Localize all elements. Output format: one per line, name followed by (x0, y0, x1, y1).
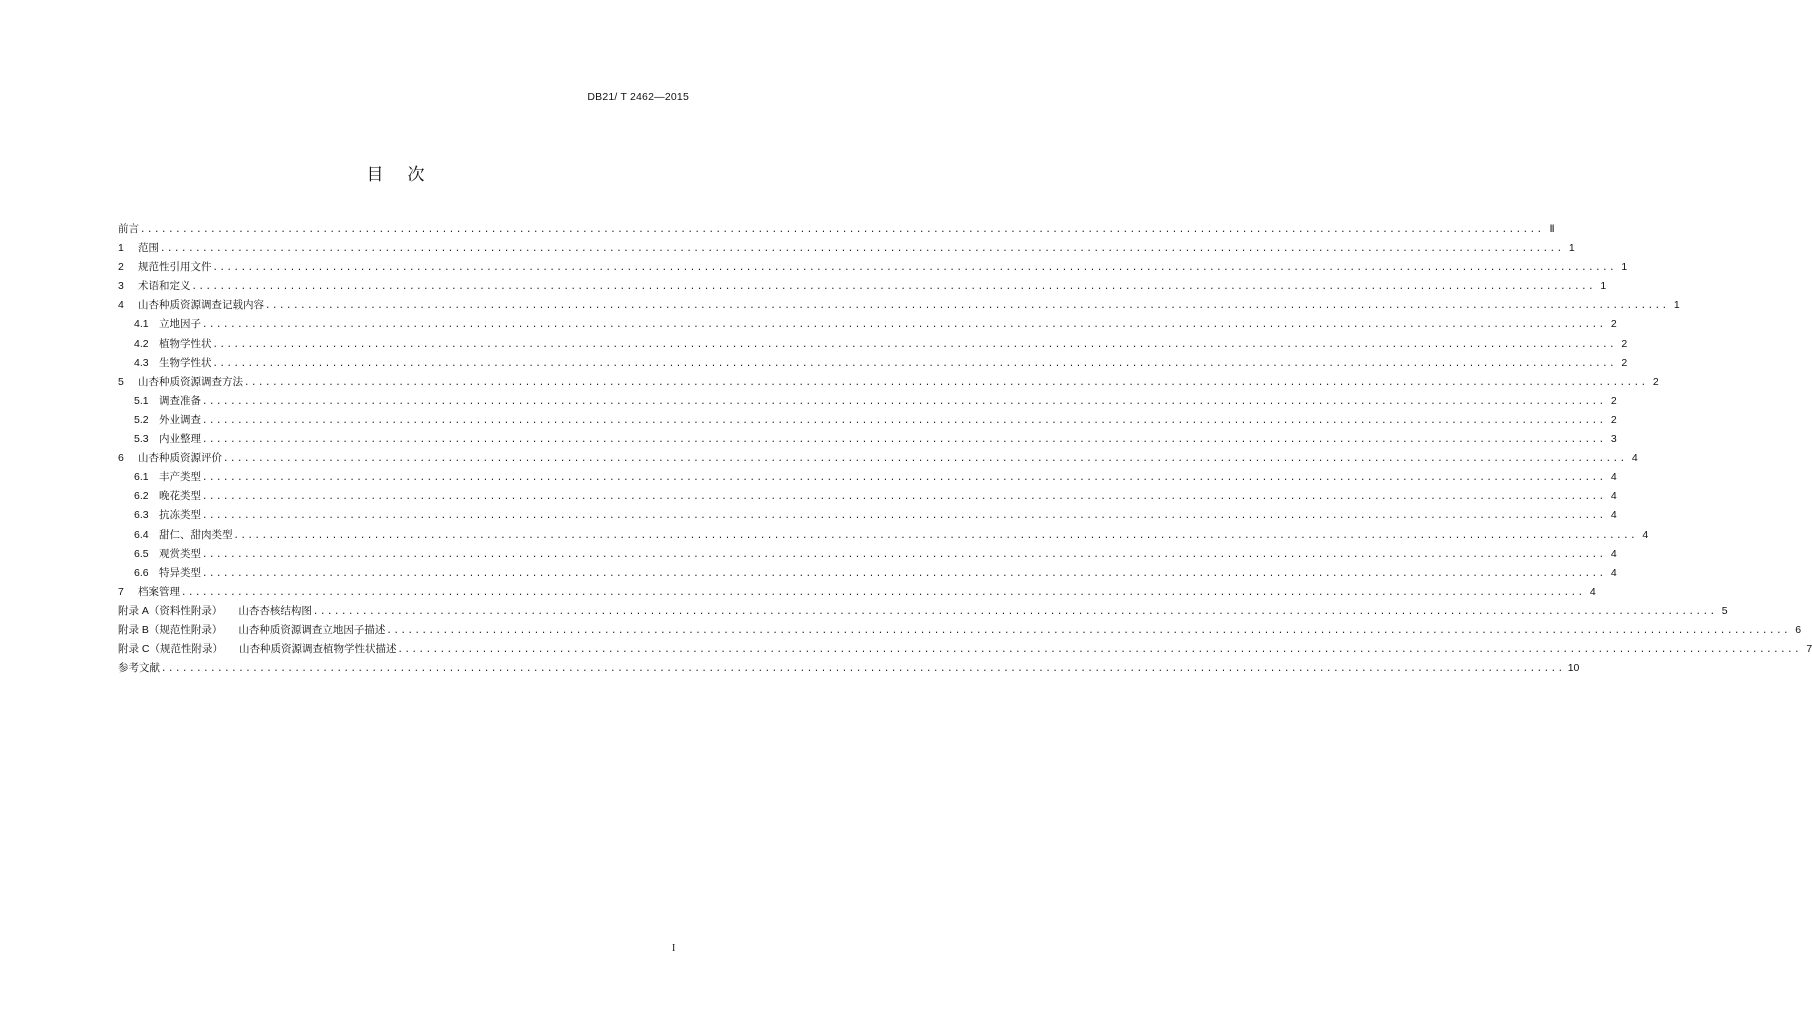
toc-entry-label: 山杏种质资源调查方法 (138, 375, 243, 388)
toc-entry-number: 附录 A（资料性附录） (118, 604, 223, 617)
toc-entry-number: 6.5 (134, 547, 149, 560)
toc-entry-label: 抗冻类型 (159, 509, 201, 522)
toc-entry[interactable] (118, 621, 1802, 640)
toc-dot-leader: ........................................................................................................................................................................................................ (202, 492, 1606, 503)
toc-entry-page: 4 (1610, 547, 1617, 560)
toc-entry-label: 甜仁、甜肉类型 (159, 528, 233, 541)
table-of-contents (118, 220, 1812, 678)
toc-entry-number: 6.2 (134, 490, 149, 503)
toc-dot-leader: ........................................................................................................................................................................................................ (212, 339, 1617, 350)
toc-entry-page: 7 (1806, 643, 1812, 656)
toc-entry-page: 4 (1610, 490, 1617, 503)
toc-entry[interactable] (118, 277, 1607, 296)
toc-entry-page: Ⅱ (1549, 223, 1555, 235)
toc-entry[interactable] (118, 430, 1617, 449)
toc-entry-number: 7 (118, 585, 124, 598)
toc-dot-leader: ........................................................................................................................................................................................................ (202, 435, 1606, 446)
toc-entry-number: 附录 C（规范性附录） (118, 643, 223, 656)
toc-entry[interactable] (118, 239, 1575, 258)
toc-dot-leader: ........................................................................................................................................................................................................ (265, 301, 1669, 312)
toc-entry-number: 5.3 (134, 433, 149, 446)
toc-dot-leader: ........................................................................................................................................................................................................ (161, 664, 1565, 675)
page-title: 目次 (366, 165, 449, 185)
toc-entry-label: 生物学性状 (159, 356, 212, 369)
toc-dot-leader: ........................................................................................................................................................................................................ (212, 263, 1617, 274)
toc-entry-page: 1 (1568, 242, 1575, 255)
toc-entry-label: 档案管理 (138, 585, 180, 598)
toc-entry[interactable] (118, 373, 1659, 392)
toc-entry[interactable] (118, 411, 1617, 430)
toc-dot-leader: ........................................................................................................................................................................................................ (244, 377, 1648, 388)
toc-entry[interactable] (118, 335, 1628, 354)
toc-entry-label: 特异类型 (159, 566, 201, 579)
toc-entry-label: 术语和定义 (138, 280, 191, 293)
toc-entry-number: 附录 B（规范性附录） (118, 623, 223, 636)
toc-entry[interactable] (118, 468, 1617, 487)
toc-dot-leader: ........................................................................................................................................................................................................ (233, 530, 1638, 541)
toc-entry-number: 6.4 (134, 528, 149, 541)
toc-entry-page: 2 (1621, 337, 1628, 350)
toc-entry[interactable] (118, 354, 1628, 373)
toc-entry-number: 5 (118, 375, 124, 388)
toc-entry-label: 规范性引用文件 (138, 261, 212, 274)
toc-entry-label: 山杏种质资源评价 (138, 452, 222, 465)
toc-entry-page: 4 (1610, 566, 1617, 579)
toc-entry-label: 前言 (118, 223, 139, 235)
toc-entry-label: 晚花类型 (159, 490, 201, 503)
toc-entry-number: 5.1 (134, 394, 149, 407)
toc-dot-leader: ........................................................................................................................................................................................................ (202, 511, 1606, 522)
toc-dot-leader: ........................................................................................................................................................................................................ (202, 320, 1606, 331)
toc-entry-label: 内业整理 (159, 433, 201, 446)
toc-dot-leader: ........................................................................................................................................................................................................ (202, 415, 1606, 426)
toc-entry-number: 1 (118, 242, 124, 255)
toc-dot-leader: ........................................................................................................................................................................................................ (312, 606, 1717, 617)
toc-entry-number: 4.3 (134, 356, 149, 369)
toc-entry[interactable] (118, 315, 1617, 334)
toc-dot-leader: ........................................................................................................................................................................................................ (212, 358, 1617, 369)
toc-entry-number: 4.2 (134, 337, 149, 350)
toc-entry[interactable] (118, 258, 1628, 277)
toc-entry-label: 山杏种质资源调查植物学性状描述 (239, 643, 397, 656)
toc-entry-label: 丰产类型 (159, 471, 201, 484)
toc-entry-page: 4 (1631, 452, 1638, 465)
toc-entry-page: 4 (1610, 509, 1617, 522)
toc-entry[interactable] (118, 392, 1617, 411)
toc-dot-leader: ........................................................................................................................................................................................................ (397, 645, 1802, 656)
toc-entry-label: 参考文献 (118, 662, 160, 675)
toc-entry-number: 6.6 (134, 566, 149, 579)
toc-dot-leader: ........................................................................................................................................................................................................ (181, 587, 1585, 598)
toc-entry-label: 山杏种质资源调查立地因子描述 (238, 623, 386, 636)
toc-dot-leader: ........................................................................................................................................................................................................ (140, 225, 1544, 235)
toc-entry[interactable] (118, 659, 1580, 678)
toc-entry-page: 5 (1721, 604, 1728, 617)
toc-entry-label: 观赏类型 (159, 547, 201, 560)
toc-entry-label: 植物学性状 (159, 337, 212, 350)
toc-entry-page: 1 (1673, 299, 1680, 312)
toc-entry[interactable] (118, 564, 1617, 583)
toc-entry-page: 6 (1795, 623, 1802, 636)
toc-entry-number: 4 (118, 299, 124, 312)
toc-entry[interactable] (118, 545, 1617, 564)
toc-entry-label: 范围 (138, 242, 159, 255)
toc-entry-number: 3 (118, 280, 124, 293)
document-code: DB21/ T 2462—2015 (587, 91, 689, 103)
toc-entry-page: 1 (1621, 261, 1628, 274)
toc-entry-label: 山杏杏核结构图 (238, 604, 312, 617)
toc-entry-number: 6.1 (134, 471, 149, 484)
toc-entry-page: 2 (1621, 356, 1628, 369)
toc-entry-number: 4.1 (134, 318, 149, 331)
toc-dot-leader: ........................................................................................................................................................................................................ (202, 568, 1606, 579)
toc-entry-page: 10 (1567, 662, 1580, 675)
toc-dot-leader: ........................................................................................................................................................................................................ (223, 454, 1627, 465)
toc-dot-leader: ........................................................................................................................................................................................................ (202, 549, 1606, 560)
toc-dot-leader: ........................................................................................................................................................................................................ (202, 396, 1606, 407)
toc-entry[interactable] (118, 220, 1555, 239)
toc-entry-page: 2 (1652, 375, 1659, 388)
toc-entry-number: 6 (118, 452, 124, 465)
toc-entry-label: 立地因子 (159, 318, 201, 331)
toc-entry-label: 调查准备 (159, 394, 201, 407)
toc-entry[interactable] (118, 526, 1649, 545)
toc-entry-number: 6.3 (134, 509, 149, 522)
toc-entry[interactable] (118, 583, 1596, 602)
toc-entry-page: 4 (1642, 528, 1649, 541)
toc-entry[interactable] (118, 640, 1812, 659)
toc-entry-page: 2 (1610, 394, 1617, 407)
toc-entry[interactable] (118, 506, 1617, 525)
toc-entry-page: 4 (1589, 585, 1596, 598)
toc-entry-page: 2 (1610, 318, 1617, 331)
toc-dot-leader: ........................................................................................................................................................................................................ (191, 282, 1596, 293)
toc-entry-page: 4 (1610, 471, 1617, 484)
toc-entry-page: 2 (1610, 413, 1617, 426)
toc-entry[interactable] (118, 602, 1728, 621)
toc-entry-number: 2 (118, 261, 124, 274)
toc-entry-page: 1 (1600, 280, 1607, 293)
toc-dot-leader: ........................................................................................................................................................................................................ (160, 244, 1564, 255)
toc-entry-number: 5.2 (134, 413, 149, 426)
page-number: I (672, 943, 676, 954)
toc-entry-label: 山杏种质资源调查记载内容 (138, 299, 264, 312)
toc-dot-leader: ........................................................................................................................................................................................................ (202, 473, 1606, 484)
toc-entry-page: 3 (1610, 433, 1617, 446)
toc-entry[interactable] (118, 487, 1617, 506)
toc-entry[interactable] (118, 449, 1638, 468)
toc-dot-leader: ........................................................................................................................................................................................................ (386, 625, 1791, 636)
toc-entry[interactable] (118, 296, 1680, 315)
toc-entry-label: 外业调查 (159, 413, 201, 426)
